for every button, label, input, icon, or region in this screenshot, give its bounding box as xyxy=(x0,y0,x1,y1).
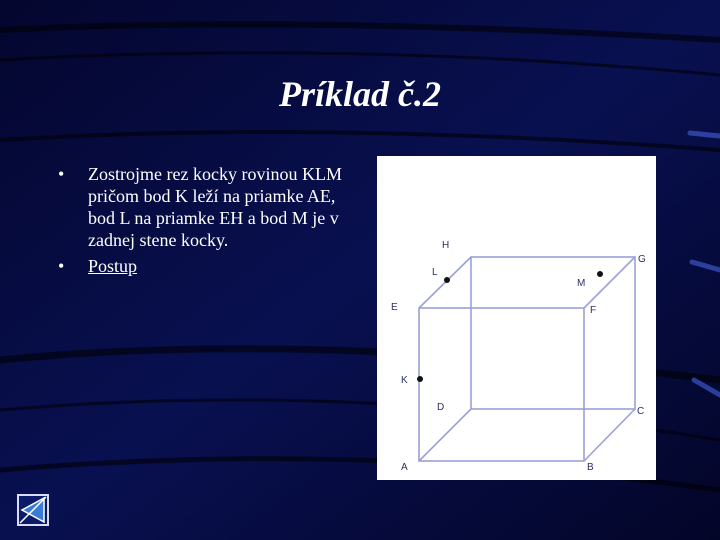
point-L xyxy=(444,277,450,283)
cube-figure xyxy=(377,156,656,480)
vertex-label-G: G xyxy=(638,254,646,265)
vertex-label-C: C xyxy=(637,406,645,417)
bullet-item xyxy=(58,163,358,251)
slide-title: Príklad č.2 xyxy=(279,74,441,114)
postup-link[interactable]: Postup xyxy=(88,256,138,276)
point-label-L: L xyxy=(432,267,438,278)
bullet-glyph: • xyxy=(58,256,65,276)
back-nav-button[interactable] xyxy=(17,494,49,526)
vertex-label-A: A xyxy=(401,462,408,473)
cube-edge-EH xyxy=(419,257,471,308)
cube-front-face xyxy=(419,308,584,461)
back-arrow-icon xyxy=(17,494,49,526)
point-label-M: M xyxy=(577,278,586,289)
vertex-label-H: H xyxy=(442,240,450,251)
cube-diagram xyxy=(377,156,656,480)
vertex-label-B: B xyxy=(587,462,594,473)
point-label-K: K xyxy=(401,375,408,386)
vertex-label-F: F xyxy=(590,305,597,316)
point-K xyxy=(417,376,423,382)
cube-edge-BC xyxy=(584,409,635,461)
bullet-list xyxy=(58,163,358,281)
vertex-label-E: E xyxy=(391,302,398,313)
point-M xyxy=(597,271,603,277)
cube-edge-FG xyxy=(584,257,635,308)
bullet-item xyxy=(58,255,358,277)
vertex-label-D: D xyxy=(437,402,445,413)
cube-back-face xyxy=(471,257,635,409)
bullet-text: Zostrojme rez kocky rovinou KLM pričom bod K leží na priamke AE, bod L na priamke EH a bod M je v zadnej stene kocky. xyxy=(88,164,342,250)
cube-edge-AD xyxy=(419,409,471,461)
bullet-glyph: • xyxy=(58,164,65,184)
